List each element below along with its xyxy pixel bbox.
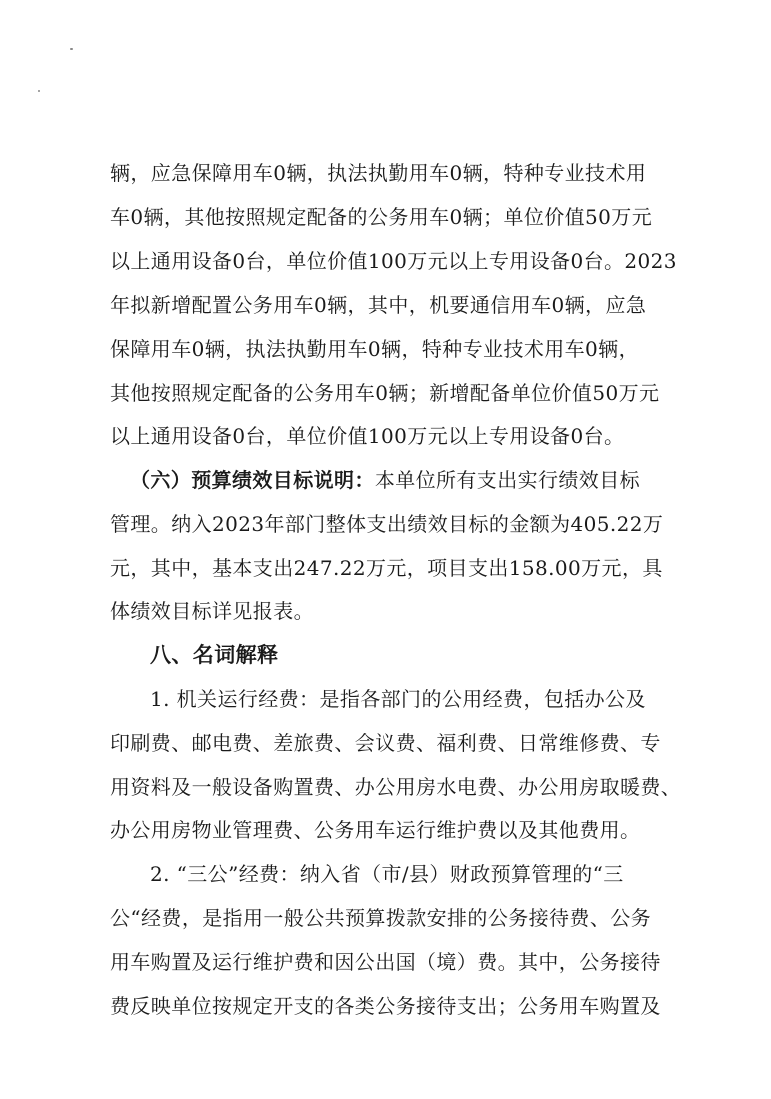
text-line: 用资料及一般设备购置费、办公用房水电费、办公用房取暖费、: [110, 775, 682, 799]
text-line: 以上通用设备0台，单位价值100万元以上专用设备0台。2023: [110, 249, 677, 273]
text-line: 1. 机关运行经费：是指各部门的公用经费，包括办公及: [150, 687, 646, 711]
subsection-heading: （六）预算绩效目标说明：: [130, 468, 375, 492]
text-line: 元，其中，基本支出247.22万元，项目支出158.00万元，具: [110, 556, 663, 580]
text-line: 辆，应急保障用车0辆，执法执勤用车0辆，特种专业技术用: [110, 161, 647, 185]
text-line: 2. “三公”经费：纳入省（市/县）财政预算管理的“三: [150, 862, 624, 886]
text-line: 印刷费、邮电费、差旅费、会议费、福利费、日常维修费、专: [110, 731, 661, 755]
text-line: 以上通用设备0台，单位价值100万元以上专用设备0台。: [110, 424, 625, 448]
text-line: 用车购置及运行维护费和因公出国（境）费。其中，公务接待: [110, 950, 661, 974]
text-line: [0, 468, 771, 492]
scan-speck: [38, 90, 40, 92]
text-line: 办公用房物业管理费、公务用车运行维护费以及其他费用。: [110, 818, 641, 842]
text-line: 年拟新增配置公务用车0辆，其中，机要通信用车0辆，应急: [110, 293, 647, 317]
text-line: 管理。纳入2023年部门整体支出绩效目标的金额为405.22万: [110, 512, 664, 536]
text-line: 体绩效目标详见报表。: [110, 599, 314, 623]
scan-speck: [70, 48, 73, 50]
text-line: 车0辆，其他按照规定配备的公务用车0辆；单位价值50万元: [110, 205, 653, 229]
section-title: 八、名词解释: [150, 643, 279, 667]
text-line: 保障用车0辆，执法执勤用车0辆，特种专业技术用车0辆，: [110, 337, 639, 361]
text-run: 本单位所有支出实行绩效目标: [374, 468, 641, 492]
text-line: 公“经费，是指用一般公共预算拨款安排的公务接待费、公务: [110, 906, 652, 930]
text-line: 其他按照规定配备的公务用车0辆；新增配备单位价值50万元: [110, 381, 660, 405]
text-line: 费反映单位按规定开支的各类公务接待支出；公务用车购置及: [110, 994, 661, 1018]
